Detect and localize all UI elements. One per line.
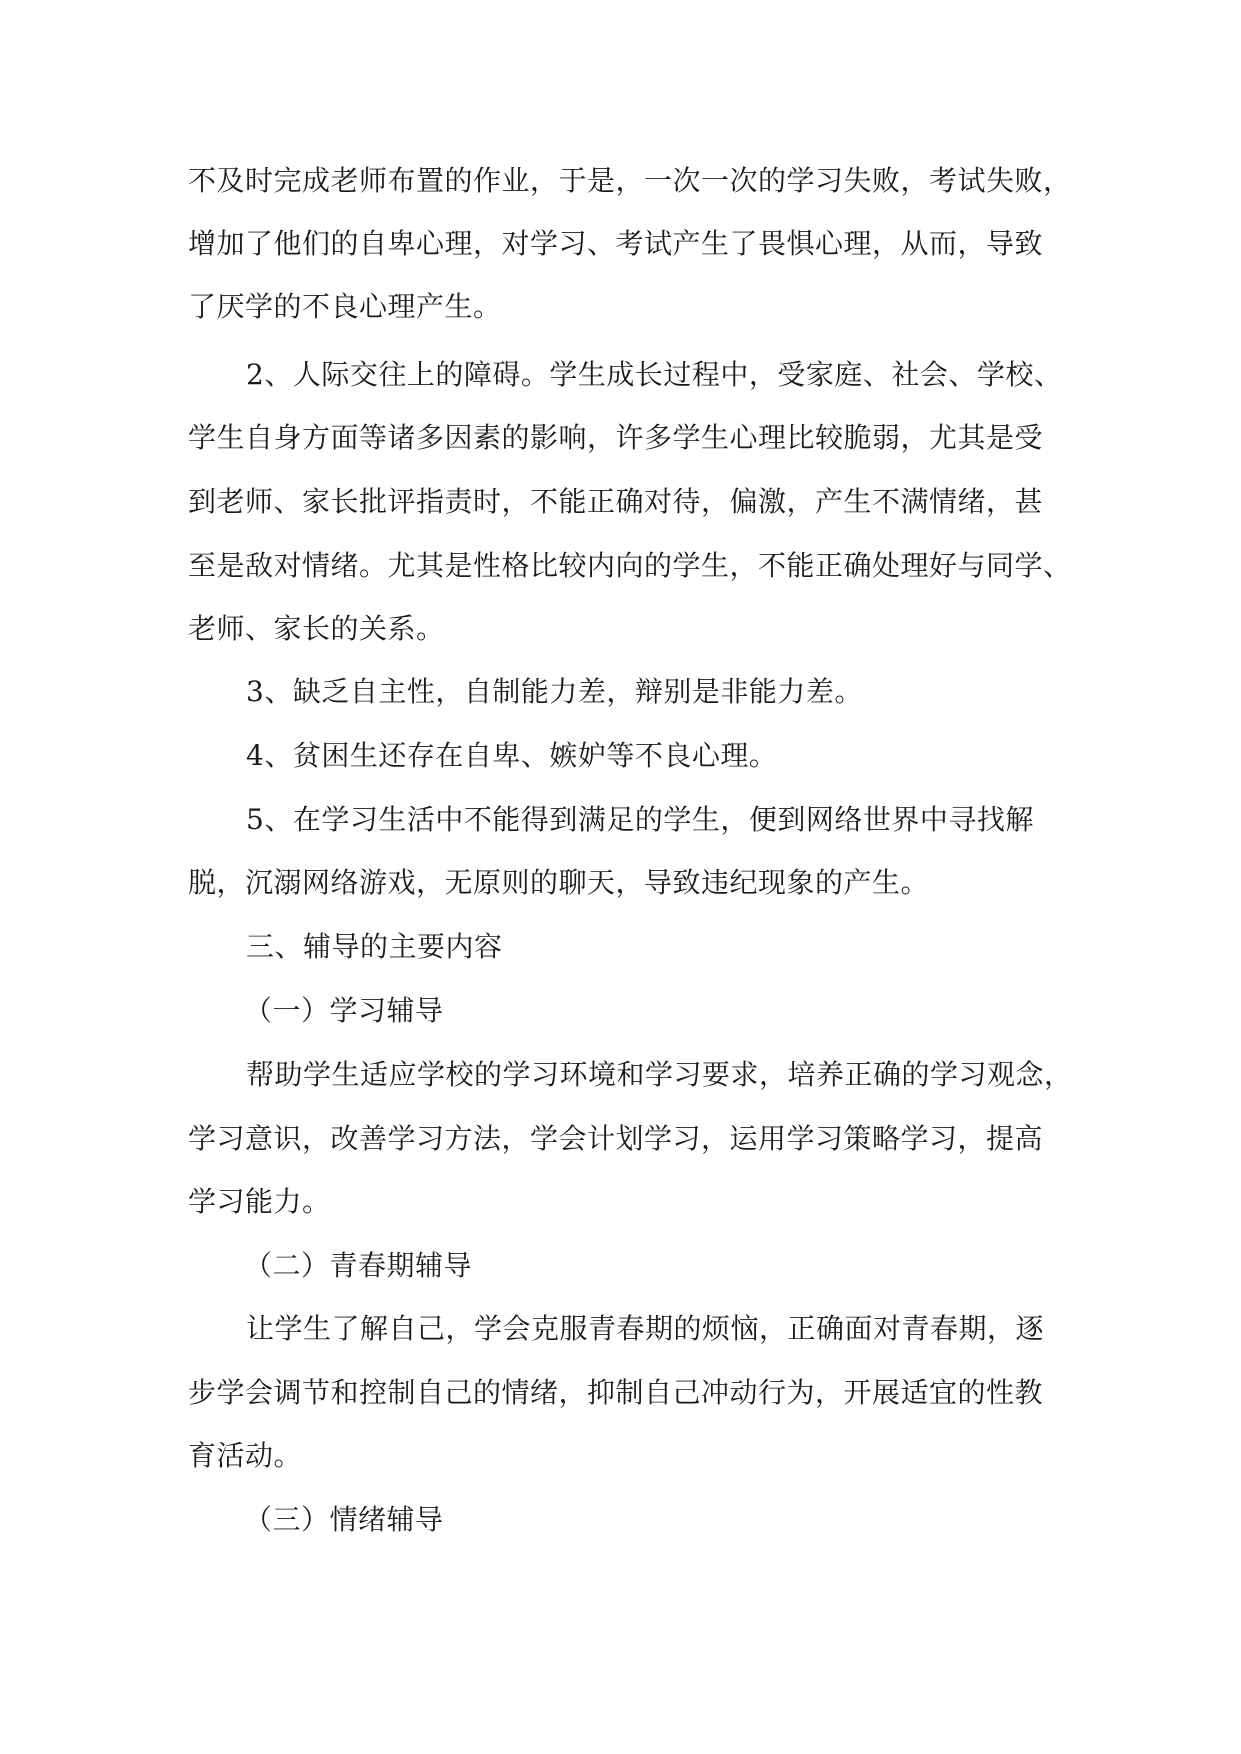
- text-line: 帮助学生适应学校的学习环境和学习要求，培养正确的学习观念，: [246, 1058, 1073, 1091]
- text-line: 到老师、家长批评指责时，不能正确对待，偏激，产生不满情绪，甚: [188, 485, 1044, 518]
- text-line: 3、缺乏自主性，自制能力差，辩别是非能力差。: [246, 675, 863, 708]
- text-line: 至是敌对情绪。尤其是性格比较内向的学生，不能正确处理好与同学、: [188, 549, 1072, 582]
- subsection-heading: （三）情绪辅导: [244, 1503, 444, 1536]
- text-line: 5、在学习生活中不能得到满足的学生，便到网络世界中寻找解: [246, 803, 1034, 836]
- text-line: 学习意识，改善学习方法，学会计划学习，运用学习策略学习，提高: [188, 1122, 1044, 1155]
- text-line: 脱，沉溺网络游戏，无原则的聊天，导致违纪现象的产生。: [188, 866, 930, 899]
- text-line: 不及时完成老师布置的作业，于是，一次一次的学习失败，考试失败，: [188, 164, 1072, 197]
- section-heading: 三、辅导的主要内容: [246, 930, 503, 963]
- text-line: 增加了他们的自卑心理，对学习、考试产生了畏惧心理，从而，导致: [188, 227, 1044, 260]
- text-line: 4、贫困生还存在自卑、嫉妒等不良心理。: [246, 739, 778, 772]
- text-line: 学生自身方面等诸多因素的影响，许多学生心理比较脆弱，尤其是受: [188, 421, 1044, 454]
- subsection-heading: （二）青春期辅导: [244, 1249, 473, 1282]
- text-line: 让学生了解自己，学会克服青春期的烦恼，正确面对青春期，逐: [246, 1312, 1045, 1345]
- text-line: 了厌学的不良心理产生。: [188, 290, 502, 323]
- text-line: 老师、家长的关系。: [188, 612, 445, 645]
- text-line: 育活动。: [188, 1439, 303, 1472]
- text-line: 步学会调节和控制自己的情绪，抑制自己冲动行为，开展适宜的性教: [188, 1376, 1044, 1409]
- text-line: 学习能力。: [188, 1185, 331, 1218]
- subsection-heading: （一）学习辅导: [244, 994, 444, 1027]
- text-line: 2、人际交往上的障碍。学生成长过程中，受家庭、社会、学校、: [246, 358, 1063, 391]
